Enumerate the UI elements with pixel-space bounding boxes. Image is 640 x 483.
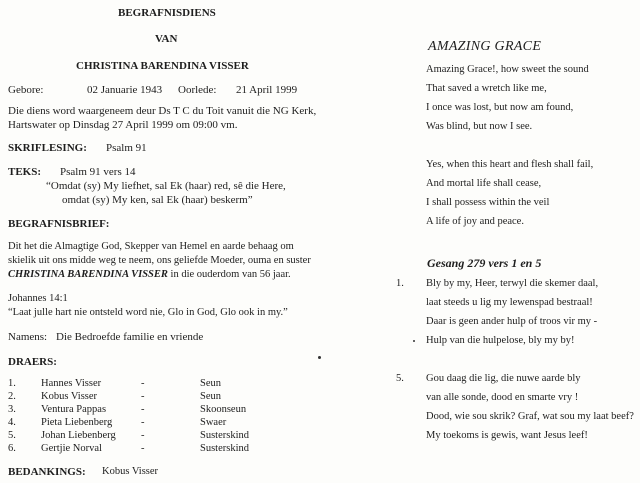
teks-line-1: “Omdat (sy) My liefhet, sal Ek (haar) red, sê die Here, (46, 180, 286, 192)
gesang-line: Bly by my, Heer, terwyl die skemer daal, (426, 278, 599, 289)
hymn-line: Yes, when this heart and flesh shall fail, (426, 159, 594, 170)
brief-deceased-name: CHRISTINA BARENDINA VISSER (8, 269, 168, 280)
draer-name: Ventura Pappas (41, 404, 107, 415)
draer-relation: Swaer (200, 417, 227, 428)
gebore-value: 02 Januarie 1943 (87, 84, 163, 96)
draer-name: Gertjie Norval (41, 443, 102, 454)
gesang-line: My toekoms is gewis, want Jesus leef! (426, 430, 588, 441)
draer-number: 1. (8, 378, 16, 389)
deceased-name: CHRISTINA BARENDINA VISSER (76, 60, 249, 72)
gesang-line: Daar is geen ander hulp of troos vir my - (426, 316, 598, 327)
brief-line-2: skielik uit ons midde weg te neem, ons geliefde Moeder, ouma en suster (8, 255, 311, 266)
draer-relation: Susterskind (200, 430, 250, 441)
amazing-grace-title: AMAZING GRACE (428, 39, 542, 54)
draer-number: 4. (8, 417, 16, 428)
service-line-1: Die diens word waargeneem deur Ds T C du Toit vanuit die NG Kerk, (8, 105, 317, 117)
draer-relation: Skoonseun (200, 404, 247, 415)
draer-dash: - (141, 443, 145, 454)
draer-name: Kobus Visser (41, 391, 98, 402)
draer-relation: Susterskind (200, 443, 250, 454)
begrafnisbrief-label: BEGRAFNISBRIEF: (8, 218, 110, 230)
bedankings-label: BEDANKINGS: (8, 466, 86, 478)
skriflesing-label: SKRIFLESING: (8, 142, 87, 154)
brief-line-1: Dit het die Almagtige God, Skepper van Hemel en aarde behaag om (8, 241, 294, 252)
gesang-line: Dood, wie sou skrik? Graf, wat sou my laat beef? (426, 411, 634, 422)
gesang-line: laat steeds u lig my lewenspad bestraal! (426, 297, 593, 308)
draer-relation: Seun (200, 391, 221, 402)
teks-label: TEKS: (8, 166, 42, 178)
teks-reference: Psalm 91 vers 14 (60, 166, 136, 178)
service-line-2: Hartswater op Dinsdag 27 April 1999 om 09:00 vm. (8, 119, 238, 131)
teks-line-2: omdat (sy) My ken, sal Ek (haar) beskerm” (62, 194, 253, 206)
center-gutter (330, 0, 400, 483)
speck-mark (318, 356, 321, 359)
hymn-line: Amazing Grace!, how sweet the sound (426, 64, 589, 75)
hymn-line: And mortal life shall cease, (426, 178, 542, 189)
gesang-verse-number: 1. (396, 278, 404, 289)
right-column (396, 0, 640, 483)
draer-dash: - (141, 417, 145, 428)
draer-dash: - (141, 378, 145, 389)
program-subtitle: VAN (155, 33, 178, 45)
gesang-line: Hulp van die hulpelose, bly my by! (426, 335, 575, 346)
johannes-reference: Johannes 14:1 (8, 293, 68, 304)
skriflesing-value: Psalm 91 (106, 142, 147, 154)
hymn-line: I once was lost, but now am found, (426, 102, 574, 113)
draer-name: Hannes Visser (41, 378, 102, 389)
hymn-line: I shall possess within the veil (426, 197, 550, 208)
draer-name: Johan Liebenberg (41, 430, 116, 441)
namens-value: Die Bedroefde familie en vriende (56, 331, 204, 343)
draers-label: DRAERS: (8, 356, 57, 368)
brief-line-3-rest: in die ouderdom van 56 jaar. (170, 269, 291, 280)
brief-line-3 (8, 269, 291, 280)
gebore-label: Gebore: (8, 84, 44, 96)
hymn-line: Was blind, but now I see. (426, 121, 533, 132)
draer-dash: - (141, 391, 145, 402)
bedankings-value: Kobus Visser (102, 466, 159, 477)
gesang-line: van alle sonde, dood en smarte vry ! (426, 392, 579, 403)
draer-number: 3. (8, 404, 16, 415)
draer-relation: Seun (200, 378, 221, 389)
draer-number: 5. (8, 430, 16, 441)
oorlede-label: Oorlede: (178, 84, 217, 96)
gesang-title: Gesang 279 vers 1 en 5 (427, 256, 542, 270)
hymn-line: A life of joy and peace. (426, 216, 524, 227)
gesang-verse-number: 5. (396, 373, 404, 384)
draer-dash: - (141, 404, 145, 415)
draer-number: 2. (8, 391, 16, 402)
namens-label: Namens: (8, 331, 48, 343)
draer-number: 6. (8, 443, 16, 454)
gesang-line: Gou daag die lig, die nuwe aarde bly (426, 373, 581, 384)
hymn-line: That saved a wretch like me, (426, 83, 547, 94)
program-title: BEGRAFNISDIENS (118, 7, 216, 19)
johannes-text: “Laat julle hart nie ontsteld word nie, Glo in God, Glo ook in my.” (8, 307, 288, 318)
draer-dash: - (141, 430, 145, 441)
oorlede-value: 21 April 1999 (236, 84, 298, 96)
draer-name: Pieta Liebenberg (41, 417, 113, 428)
